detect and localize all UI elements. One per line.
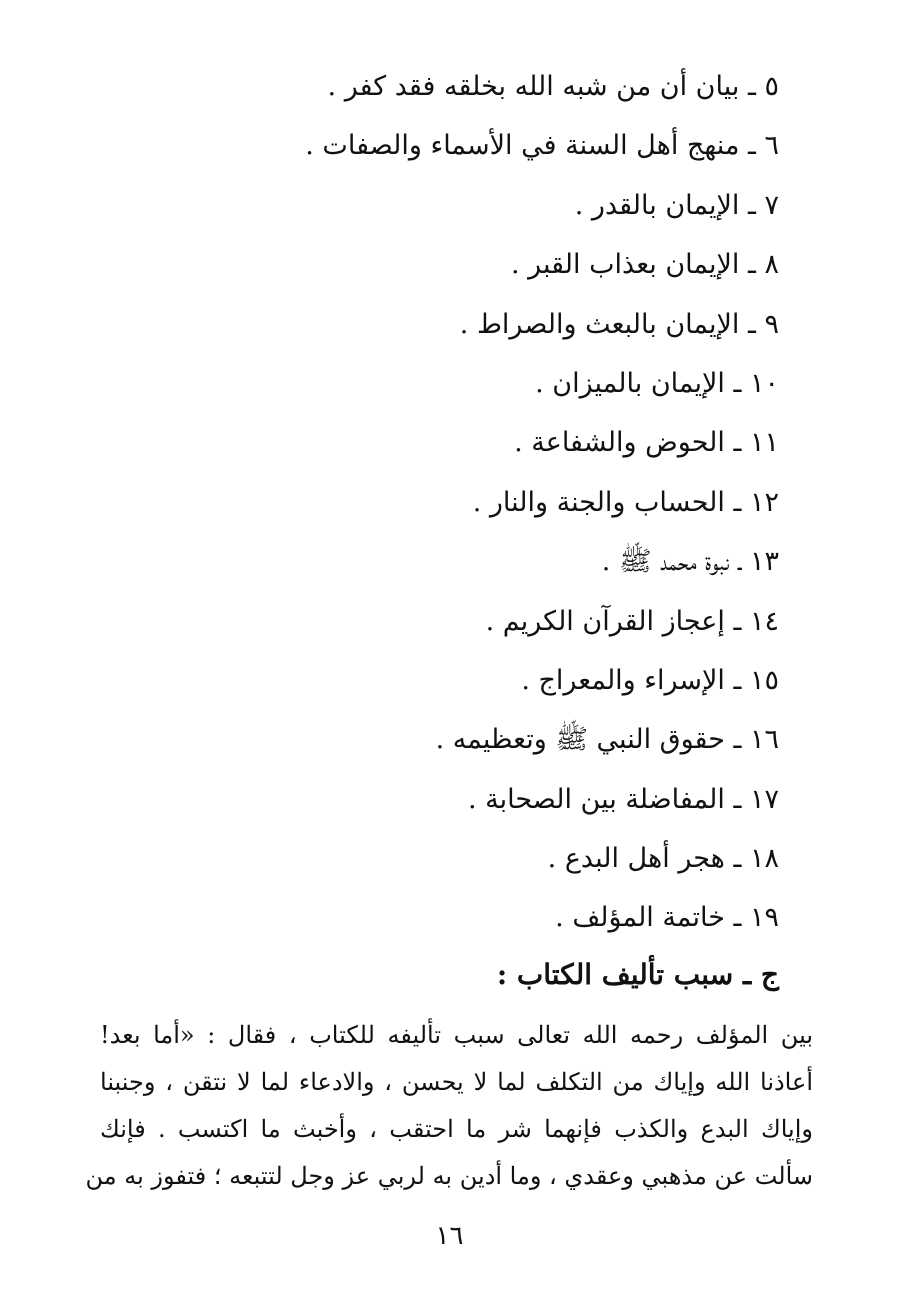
list-item: ١٩ ـ خاتمة المؤلف . <box>555 902 779 934</box>
list-item: ٦ ـ منهج أهل السنة في الأسماء والصفات . <box>305 130 779 162</box>
list-item: ١٣ ـ نبوة محمد ﷺ . <box>601 546 779 578</box>
list-item: ٧ ـ الإيمان بالقدر . <box>574 189 779 221</box>
paragraph-line: وإياك البدع والكذب فإنهما شر ما احتقب ، وأخبث ما اكتسب . فإنك <box>100 1115 813 1143</box>
list-item: ١٥ ـ الإسراء والمعراج . <box>521 664 779 696</box>
page-number: ١٦ <box>435 1221 464 1251</box>
list-item: ١١ ـ الحوض والشفاعة . <box>514 427 779 459</box>
list-item: ١٤ ـ إعجاز القرآن الكريم . <box>485 605 779 637</box>
body-paragraph <box>85 1012 813 1200</box>
list-item: ١٧ ـ المفاضلة بين الصحابة . <box>468 783 779 815</box>
paragraph-line: بين المؤلف رحمه الله تعالى سبب تأليفه للكتاب ، فقال : «أما بعد! <box>100 1021 813 1049</box>
list-item: ١٦ ـ حقوق النبي ﷺ وتعظيمه . <box>435 724 779 756</box>
paragraph-line: أعاذنا الله وإياك من التكلف لما لا يحسن ، والادعاء لما لا نتقن ، وجنبنا <box>100 1068 813 1096</box>
list-item: ١٢ ـ الحساب والجنة والنار . <box>472 486 779 518</box>
paragraph-line: سألت عن مذهبي وعقدي ، وما أدين به لربي عز وجل لتتبعه ؛ فتفوز به من <box>85 1162 813 1190</box>
list-item: ٩ ـ الإيمان بالبعث والصراط . <box>459 308 779 340</box>
list-item: ١٨ ـ هجر أهل البدع . <box>547 843 779 875</box>
section-heading: ج ـ سبب تأليف الكتاب : <box>496 958 779 991</box>
topics-list <box>139 62 779 953</box>
list-item: ٨ ـ الإيمان بعذاب القبر . <box>510 249 779 281</box>
list-item: ١٠ ـ الإيمان بالميزان . <box>535 367 779 399</box>
list-item: ٥ ـ بيان أن من شبه الله بخلقه فقد كفر . <box>327 71 779 102</box>
